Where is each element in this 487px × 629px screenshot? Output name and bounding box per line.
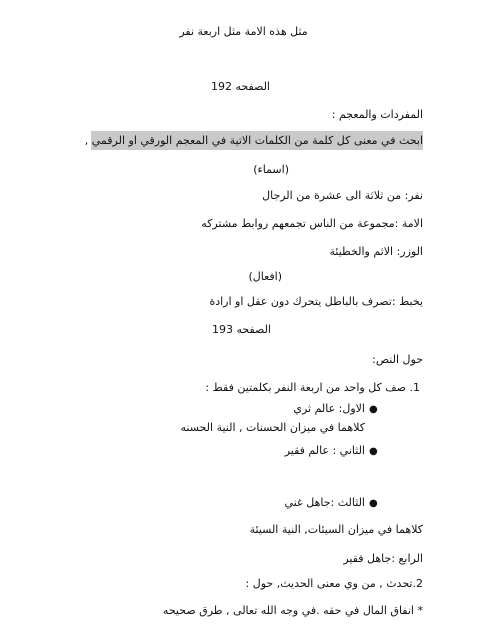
page-number-192: الصفحه 192	[210, 80, 270, 93]
vocab-heading: المفردات والمعجم :	[331, 108, 423, 121]
nouns-label: (اسماء)	[253, 163, 289, 176]
bullet-icon: ●	[369, 404, 378, 415]
definition-umma: الامة :مجموعة من الناس تجمعهم روابط مشتركه	[201, 217, 423, 230]
page-number-193: الصفحه 193	[211, 323, 271, 336]
verbs-label: (افعال)	[248, 270, 282, 283]
item-second: الثاني : عالم فقير	[284, 444, 365, 457]
item-both-bad: كلاهما في ميزان السيئات, النية السيئة	[249, 523, 423, 536]
question-2: 2.تحدث , من وي معنى الحديث, حول :	[245, 577, 423, 590]
definition-wizr: الوزر: الاثم والخطيئة	[329, 245, 423, 258]
definition-nafar: نفر: من ثلاثة الى عشرة من الرجال	[262, 189, 423, 202]
bullet-icon: ●	[369, 446, 378, 457]
item-fourth: الرابع :جاهل فقير	[343, 552, 423, 565]
item-both-good: كلاهما في ميزان الحسنات , النية الحسنه	[180, 421, 365, 434]
item-third: الثالث :جاهل غني	[284, 496, 365, 509]
definition-yakhbit: يخبط :تصرف بالباطل يتحرك دون عقل او ارادة	[209, 295, 423, 308]
around-text-heading: حول النص:	[372, 353, 423, 366]
question-1: 1. صف كل واحد من اربعة النفر بكلمتين فقط :	[205, 381, 420, 394]
bullet-icon: ●	[369, 498, 378, 509]
document-title: مثل هذه الامة مثل اربعة نفر	[179, 25, 308, 38]
item-first: الاول: عالم ثري	[293, 402, 365, 415]
note-spending: * انفاق المال في حقه .في وجه الله تعالى , طرق صحيحه	[162, 604, 423, 617]
instruction-text: ابحث في معنى كل كلمة من الكلمات الاتية في المعجم الورقي او الرقمي ,	[84, 134, 423, 147]
